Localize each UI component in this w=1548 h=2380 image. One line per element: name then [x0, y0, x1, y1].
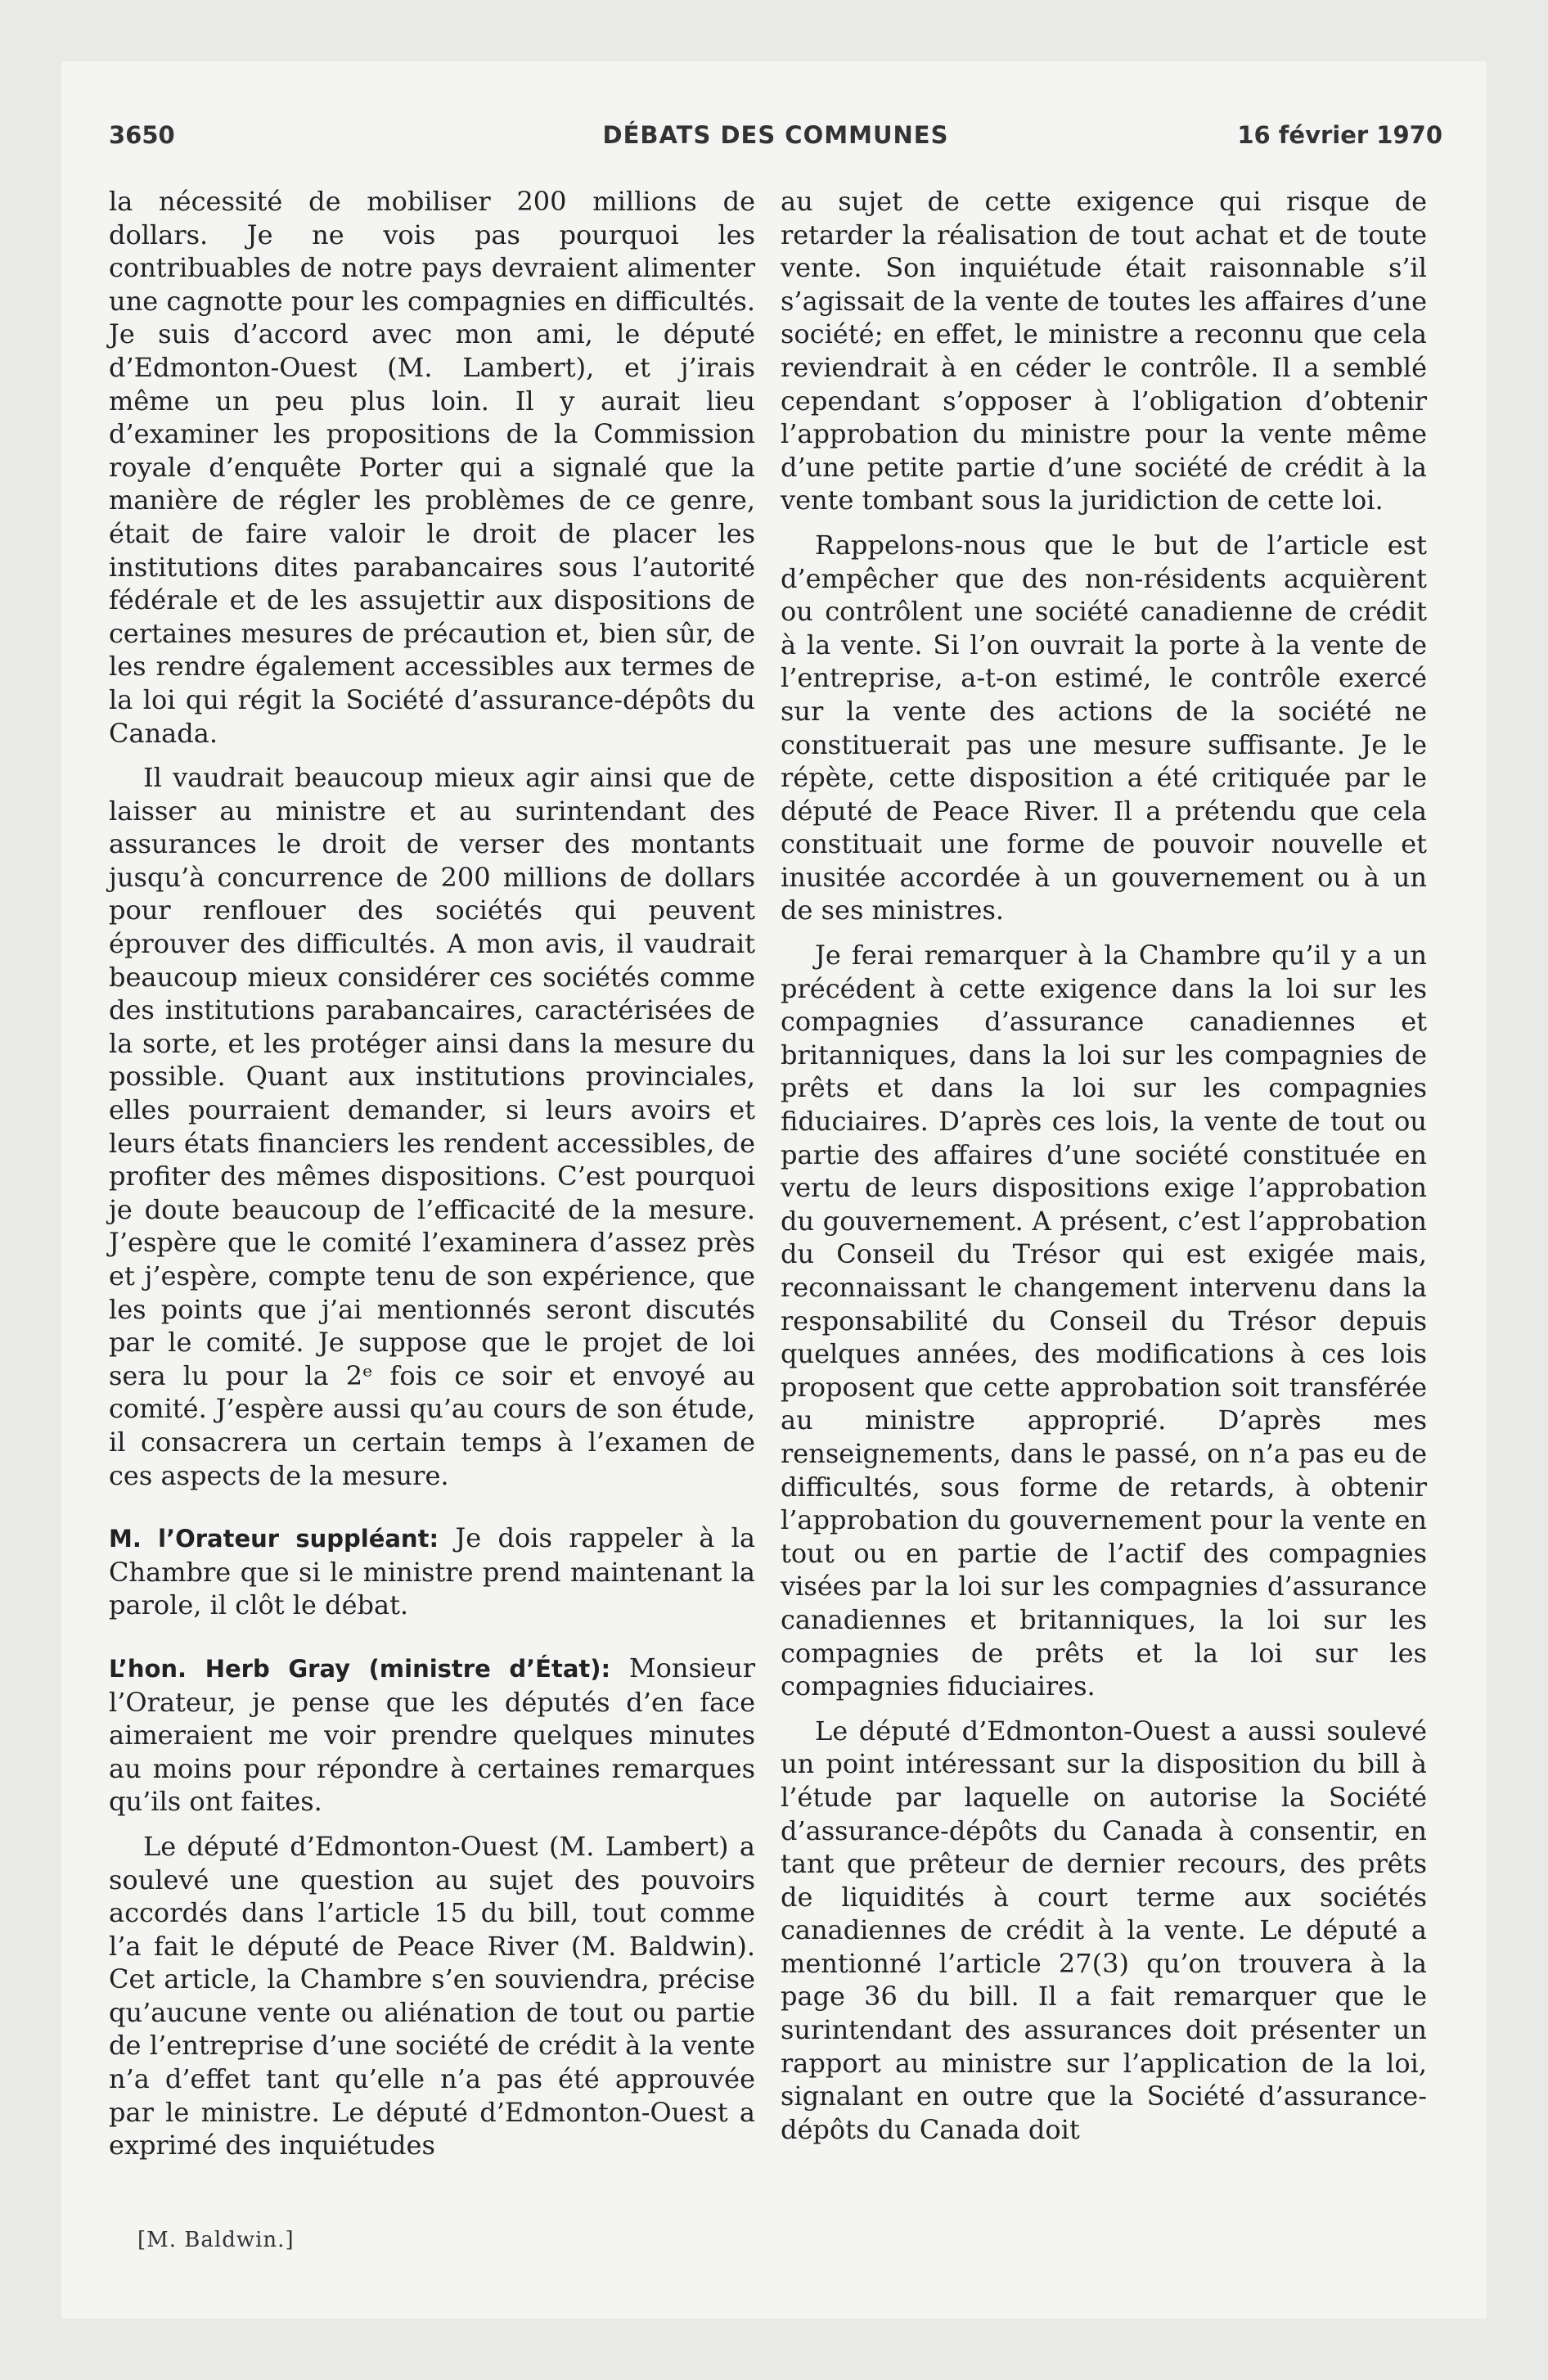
- speaker-footnote: [M. Baldwin.]: [137, 2228, 295, 2252]
- paragraph: la nécessité de mobiliser 200 millions de dollars. Je ne vois pas pourquoi les contribuables de notre pays devraient alimenter une cagnotte pour les compagnies en difficultés. Je suis d’accord avec mon ami, le député d’Edmonton-Ouest (M. Lambert), et j’irais même un peu plus loin. Il y aurait lieu d’examiner les propositions de la Commission royale d’enquête Porter qui a signalé que la manière de régler les problèmes de ce genre, était de faire valoir le droit de placer les institutions dites parabancaires sous l’autorité fédérale et de les assujettir aux dispositions de certaines mesures de précaution et, bien sûr, de les rendre également accessibles aux termes de la loi qui régit la Société d’assurance-dépôts du Canada.: [109, 186, 755, 749]
- paragraph: au sujet de cette exigence qui risque de retarder la réalisation de tout achat et de toute vente. Son inquiétude était raisonnable s’il s’agissait de la vente de toutes les affaires d’une société; en effet, le ministre a reconnu que cela reviendrait à en céder le contrôle. Il a semblé cependant s’opposer à l’obligation d’obtenir l’approbation du ministre pour la vente même d’une petite partie d’une société de crédit à la vente tombant sous la juridiction de cette loi.: [781, 186, 1427, 516]
- page-number: 3650: [109, 121, 175, 149]
- paragraph: Il vaudrait beaucoup mieux agir ainsi que de laisser au ministre et au surintendant des assurances le droit de verser des montants jusqu’à concurrence de 200 millions de dollars pour renflouer des sociétés qui peuvent éprouver des difficultés. A mon avis, il vaudrait beaucoup mieux considérer ces sociétés comme des institutions parabancaires, caractérisées de la sorte, et les protéger ainsi dans la mesure du possible. Quant aux institutions provinciales, elles pourraient demander, si leurs avoirs et leurs états financiers les rendent accessibles, de profiter des mêmes dispositions. C’est pourquoi je doute beaucoup de l’efficacité de la mesure. J’espère que le comité l’examinera d’assez près et j’espère, compte tenu de son expérience, que les points que j’ai mentionnés seront discutés par le comité. Je suppose que le projet de loi sera lu pour la 2ᵉ fois ce soir et envoyé au comité. J’espère aussi qu’au cours de son étude, il consacrera un certain temps à l’examen de ces aspects de la mesure.: [109, 762, 755, 1491]
- right-column: [781, 185, 1427, 2146]
- speech-text: Monsieur l’Orateur, je pense que les députés d’en face aimeraient me voir prendre quelques minutes au moins pour répondre à certaines remarques qu’ils ont faites.: [109, 1652, 755, 1818]
- speaker-paragraph: [109, 1521, 755, 1622]
- page-date: 16 février 1970: [1237, 121, 1442, 149]
- publication-title: DÉBATS DES COMMUNES: [602, 121, 949, 149]
- speech-text: Je dois rappeler à la Chambre que si le ministre prend maintenant la parole, il clôt le débat.: [109, 1522, 755, 1621]
- paragraph: Rappelons-nous que le but de l’article est d’empêcher que des non-résidents acquièrent ou contrôlent une société canadienne de crédit à la vente. Si l’on ouvrait la porte à la vente de l’entreprise, a-t-on estimé, le contrôle exercé sur la vente des actions de la société ne constituerait pas une mesure suffisante. Je le répète, cette disposition a été critiquée par le député de Peace River. Il a prétendu que cela constituait une forme de pouvoir nouvelle et inusitée accordée à un gouvernement ou à un de ses ministres.: [781, 529, 1427, 926]
- speaker-paragraph: [109, 1652, 755, 1819]
- left-column: [109, 185, 755, 2162]
- paragraph: Je ferai remarquer à la Chambre qu’il y a un précédent à cette exigence dans la loi sur les compagnies d’assurance canadiennes et britanniques, dans la loi sur les compagnies de prêts et dans la loi sur les compagnies fiduciaires. D’après ces lois, la vente de tout ou partie des affaires d’une société constituée en vertu de leurs dispositions exige l’approbation du gouvernement. A présent, c’est l’approbation du Conseil du Trésor qui est exigée mais, reconnaissant le changement intervenu dans la responsabilité du Conseil du Trésor depuis quelques années, des modifications à ces lois proposent que cette approbation soit transférée au ministre approprié. D’après mes renseignements, dans le passé, on n’a pas eu de difficultés, sous forme de retards, à obtenir l’approbation du gouvernement pour la vente en tout ou en partie de l’actif des compagnies visées par la loi sur les compagnies d’assurance canadiennes et britanniques, la loi sur les compagnies de prêts et la loi sur les compagnies fiduciaires.: [781, 940, 1427, 1702]
- page-header: [109, 121, 1442, 157]
- speaker-name: M. l’Orateur suppléant:: [109, 1525, 439, 1553]
- paragraph: Le député d’Edmonton-Ouest (M. Lambert) a soulevé une question au sujet des pouvoirs accordés dans l’article 15 du bill, tout comme l’a fait le député de Peace River (M. Baldwin). Cet article, la Chambre s’en souviendra, précise qu’aucune vente ou aliénation de tout ou partie de l’entreprise d’une société de crédit à la vente n’a d’effet tant qu’elle n’a pas été approuvée par le ministre. Le député d’Edmonton-Ouest a exprimé des inquiétudes: [109, 1830, 755, 2161]
- paragraph: Le député d’Edmonton-Ouest a aussi soulevé un point intéressant sur la disposition du bill à l’étude par laquelle on autorise la Société d’assurance-dépôts du Canada à consentir, en tant que prêteur de dernier recours, des prêts de liquidités à court terme aux sociétés canadiennes de crédit à la vente. Le député a mentionné l’article 27(3) qu’on trouvera à la page 36 du bill. Il a fait remarquer que le surintendant des assurances doit présenter un rapport au ministre sur l’application de la loi, signalant en outre que la Société d’assurance-dépôts du Canada doit: [781, 1715, 1427, 2145]
- speaker-name: L’hon. Herb Gray (ministre d’État):: [109, 1654, 611, 1683]
